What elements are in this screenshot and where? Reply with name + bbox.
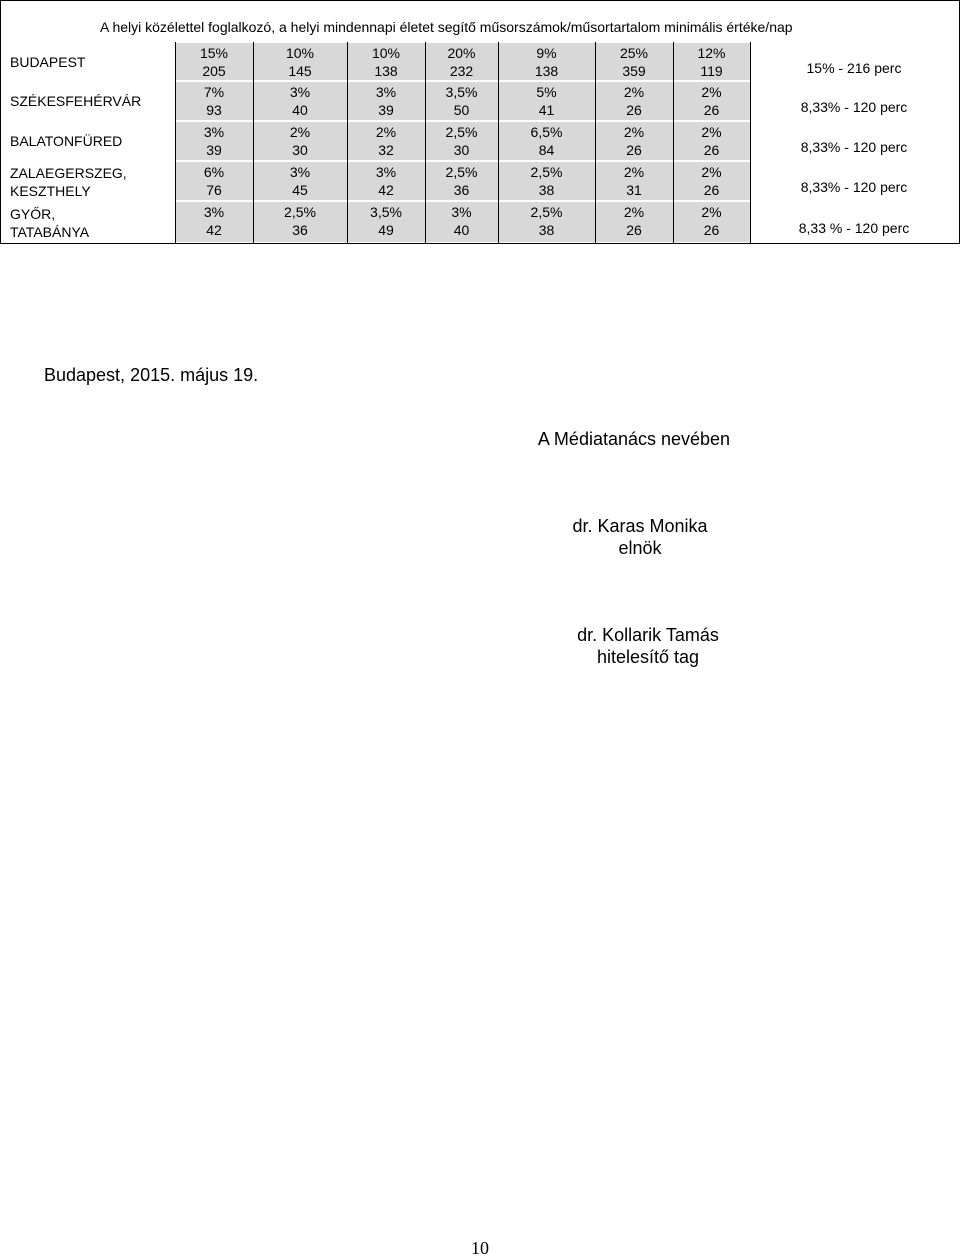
page-number: 10 [471, 1238, 489, 1258]
value-minutes: 40 [292, 102, 308, 118]
table-title: A helyi közélettel foglalkozó, a helyi mindennapi életet segítő műsorszámok/műsortartalom minimális értéke/nap [100, 19, 793, 35]
city-label [10, 53, 85, 71]
value-minutes: 26 [703, 182, 720, 198]
value-cell [347, 123, 425, 159]
value-percent: 2% [701, 164, 722, 180]
value-percent: 3% [203, 204, 225, 220]
value-minutes: 232 [449, 63, 474, 79]
value-percent: 10% [285, 45, 315, 61]
value-cell [595, 163, 673, 199]
value-minutes: 26 [703, 102, 720, 118]
daily-total: 8,33% - 120 perc [800, 139, 908, 155]
city-label [10, 92, 141, 110]
value-cell [253, 83, 347, 119]
value-minutes: 359 [622, 63, 646, 79]
value-percent: 2,5% [445, 124, 478, 140]
value-minutes: 32 [378, 142, 394, 158]
value-minutes: 30 [292, 142, 308, 158]
value-cell [253, 123, 347, 159]
value-percent: 20% [447, 45, 476, 61]
value-cell [673, 163, 750, 199]
value-cell [347, 163, 425, 199]
value-cell [595, 83, 673, 119]
signer-2-name: dr. Kollarik Tamás [577, 625, 719, 645]
value-percent: 5% [536, 84, 557, 100]
value-cell [425, 83, 498, 119]
city-label-line: TATABÁNYA [10, 224, 90, 240]
city-label-line: BUDAPEST [10, 53, 86, 70]
value-percent: 3% [375, 84, 397, 100]
value-percent: 2% [701, 124, 722, 140]
value-cell [673, 203, 750, 239]
signer-2-title: hitelesítő tag [596, 647, 700, 667]
value-cell [253, 203, 347, 239]
value-cell [253, 44, 347, 80]
value-cell [347, 83, 425, 119]
value-percent: 6,5% [530, 124, 563, 140]
value-percent: 2% [701, 204, 722, 220]
value-minutes: 49 [378, 222, 394, 238]
value-cell [498, 123, 595, 159]
value-cell [498, 163, 595, 199]
value-percent: 3% [375, 164, 397, 180]
minimum-value-table [0, 0, 960, 244]
value-minutes: 45 [292, 182, 308, 198]
value-cell [673, 83, 750, 119]
value-cell [498, 44, 595, 80]
value-cell [175, 83, 253, 119]
value-percent: 2% [701, 84, 722, 100]
value-percent: 15% [199, 45, 229, 61]
value-percent: 3,5% [445, 84, 478, 100]
daily-total: 8,33 % - 120 perc [798, 220, 910, 236]
daily-total: 8,33% - 120 perc [800, 179, 908, 195]
value-cell [595, 203, 673, 239]
value-percent: 3,5% [370, 204, 402, 220]
value-percent: 3% [289, 84, 311, 100]
value-minutes: 38 [538, 182, 555, 198]
value-cell [498, 83, 595, 119]
value-percent: 9% [536, 45, 557, 61]
value-minutes: 36 [453, 182, 470, 198]
value-percent: 2% [375, 124, 397, 140]
value-percent: 2,5% [530, 164, 563, 180]
value-minutes: 205 [202, 63, 226, 79]
city-label-line: ZALAEGERSZEG, [10, 165, 127, 181]
value-cell [175, 123, 253, 159]
value-minutes: 39 [206, 142, 222, 158]
value-minutes: 41 [538, 102, 555, 118]
value-percent: 3% [451, 204, 472, 220]
value-cell [175, 44, 253, 80]
value-percent: 7% [203, 84, 225, 100]
value-percent: 25% [619, 45, 649, 61]
value-minutes: 40 [453, 222, 470, 238]
city-label [10, 205, 89, 241]
value-cell [425, 44, 498, 80]
city-label-line: SZÉKESFEHÉRVÁR [10, 93, 142, 109]
value-cell [595, 44, 673, 80]
value-minutes: 39 [378, 102, 394, 118]
value-minutes: 36 [292, 222, 308, 238]
city-label-line: GYŐR, [10, 206, 56, 222]
value-minutes: 84 [538, 142, 555, 158]
city-label-line: KESZTHELY [10, 183, 91, 199]
value-minutes: 76 [206, 182, 222, 198]
value-minutes: 50 [453, 102, 470, 118]
value-minutes: 26 [626, 222, 642, 238]
value-percent: 12% [697, 45, 726, 61]
value-percent: 2% [623, 164, 645, 180]
signer-1-name: dr. Karas Monika [572, 516, 708, 536]
value-cell [425, 123, 498, 159]
value-cell [175, 203, 253, 239]
value-minutes: 26 [626, 142, 642, 158]
daily-total: 8,33% - 120 perc [800, 99, 908, 115]
value-percent: 2% [289, 124, 311, 140]
value-percent: 6% [203, 164, 225, 180]
value-cell [425, 203, 498, 239]
value-minutes: 42 [206, 222, 222, 238]
value-minutes: 26 [703, 142, 720, 158]
value-minutes: 38 [538, 222, 555, 238]
city-label-line: BALATONFÜRED [10, 133, 123, 149]
value-cell [253, 163, 347, 199]
value-cell [498, 203, 595, 239]
value-percent: 3% [203, 124, 225, 140]
value-cell [347, 203, 425, 239]
signer-1 [540, 515, 740, 559]
value-minutes: 26 [703, 222, 720, 238]
value-percent: 10% [371, 45, 401, 61]
daily-total: 15% - 216 perc [806, 59, 902, 76]
city-label [10, 132, 122, 150]
value-cell [673, 123, 750, 159]
value-cell [347, 44, 425, 80]
value-minutes: 119 [700, 63, 723, 79]
value-minutes: 42 [378, 182, 394, 198]
value-cell [425, 163, 498, 199]
value-cell [175, 163, 253, 199]
value-minutes: 138 [374, 63, 398, 79]
value-cell [595, 123, 673, 159]
value-minutes: 145 [288, 63, 312, 79]
value-minutes: 31 [626, 182, 642, 198]
value-percent: 2% [623, 204, 645, 220]
value-percent: 2% [623, 84, 645, 100]
value-percent: 3% [289, 164, 311, 180]
city-label [10, 164, 127, 200]
value-percent: 2,5% [284, 204, 316, 220]
value-percent: 2% [623, 124, 645, 140]
value-minutes: 138 [534, 63, 559, 79]
place-and-date: Budapest, 2015. május 19. [44, 365, 259, 385]
value-percent: 2,5% [445, 164, 478, 180]
signer-2 [548, 624, 748, 668]
value-minutes: 26 [626, 102, 642, 118]
value-cell [673, 44, 750, 80]
signer-1-title: elnök [618, 538, 662, 558]
on-behalf-line: A Médiatanács nevében [537, 429, 731, 449]
value-minutes: 93 [206, 102, 222, 118]
value-percent: 2,5% [530, 204, 563, 220]
value-minutes: 30 [453, 142, 470, 158]
